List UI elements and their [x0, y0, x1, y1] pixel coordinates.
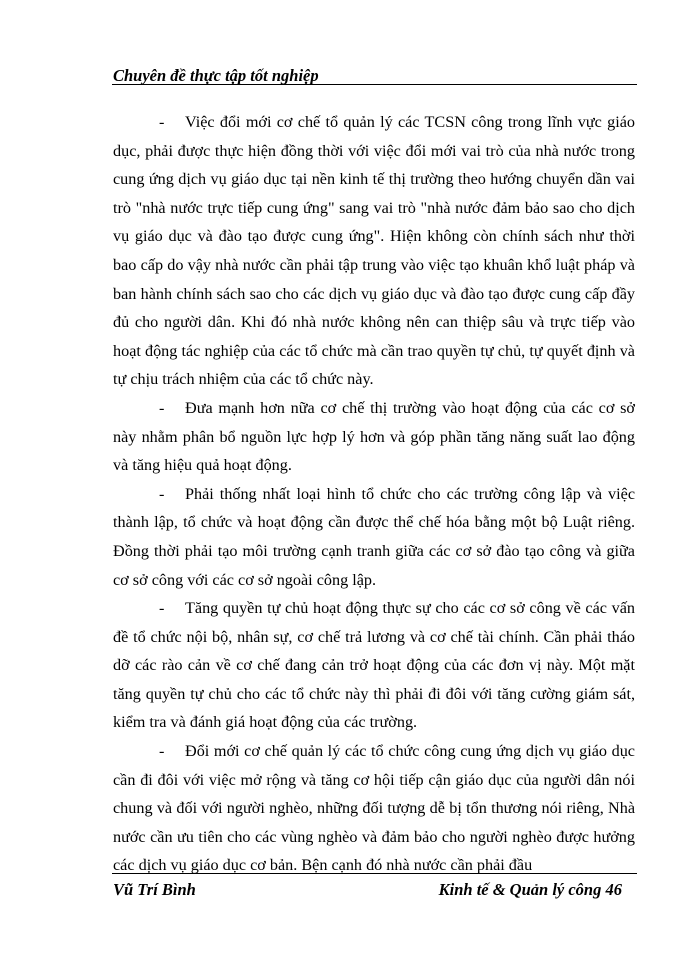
footer-course-page: Kinh tế & Quản lý công 46 [438, 880, 622, 899]
footer-author: Vũ Trí Bình [113, 880, 196, 899]
paragraph [113, 108, 635, 394]
paragraph-text: Đổi mới cơ chế quản lý các tổ chức công cung ứng dịch vụ giáo dục cần đi đôi với việc mở rộng và tăng cơ hội tiếp cận giáo dục của người dân nói chung và đối với người nghèo, những đối tượng dễ bị tổn thương nói riêng, Nhà nước cần ưu tiên cho các vùng nghèo và đảm bảo cho người nghèo được hưởng các dịch vụ giáo dục cơ bản. Bện cạnh đó nhà nước cần phải đầu [113, 742, 635, 875]
bullet-dash: - [159, 599, 165, 618]
bullet-dash: - [159, 398, 165, 417]
paragraph-text: Đưa mạnh hơn nữa cơ chế thị trường vào hoạt động của các cơ sở này nhằm phân bổ nguồn lực hợp lý hơn và góp phần tăng năng suất lao động và tăng hiệu quả hoạt động. [113, 398, 635, 475]
paragraph [113, 737, 635, 880]
paragraph [113, 394, 635, 480]
bullet-dash: - [159, 742, 165, 761]
paragraph-text: Tăng quyền tự chủ hoạt động thực sự cho các cơ sở công về các vấn đề tổ chức nội bộ, nhân sự, cơ chế trả lương và cơ chế tài chính. Cần phải tháo dỡ các rào cản về cơ chế đang cản trở hoạt động của các đơn vị này. Một mặt tăng quyền tự chủ cho các tổ chức này thì phải đi đôi với tăng cường giám sát, kiểm tra và đánh giá hoạt động của các trường. [113, 599, 635, 732]
page-header-title: Chuyên đề thực tập tốt nghiệp [113, 66, 319, 85]
footer-divider [112, 873, 637, 874]
paragraph-text: Phải thống nhất loại hình tổ chức cho các trường công lập và việc thành lập, tổ chức và hoạt động cần được thể chế hóa bằng một bộ Luật riêng. Đồng thời phải tạo môi trường cạnh tranh giữa các cơ sở đào tạo công và giữa cơ sở công với các cơ sở ngoài công lập. [113, 484, 635, 589]
document-body [113, 108, 635, 880]
paragraph [113, 480, 635, 594]
paragraph [113, 594, 635, 737]
bullet-dash: - [159, 484, 165, 503]
header-divider [112, 84, 637, 85]
paragraph-text: Việc đổi mới cơ chế tổ quản lý các TCSN công trong lĩnh vực giáo dục, phải được thực hiện đồng thời với việc đổi mới vai trò của nhà nước trong cung ứng dịch vụ giáo dục tại nền kinh tế thị trường theo hướng chuyển dần vai trò "nhà nước trực tiếp cung ứng" sang vai trò "nhà nước đảm bảo sao cho dịch vụ giáo dục và đào tạo được cung ứng". Hiện không còn chính sách như thời bao cấp do vậy nhà nước cần phải tập trung vào việc tạo khuân khổ luật pháp và ban hành chính sách sao cho các dịch vụ giáo dục và đào tạo được cung cấp đầy đủ cho người dân. Khi đó nhà nước không nên can thiệp sâu và trực tiếp vào hoạt động tác nghiệp của các tổ chức mà cần trao quyền tự chủ, tự quyết định và tự chịu trách nhiệm của các tổ chức này. [113, 113, 635, 389]
bullet-dash: - [159, 113, 165, 131]
